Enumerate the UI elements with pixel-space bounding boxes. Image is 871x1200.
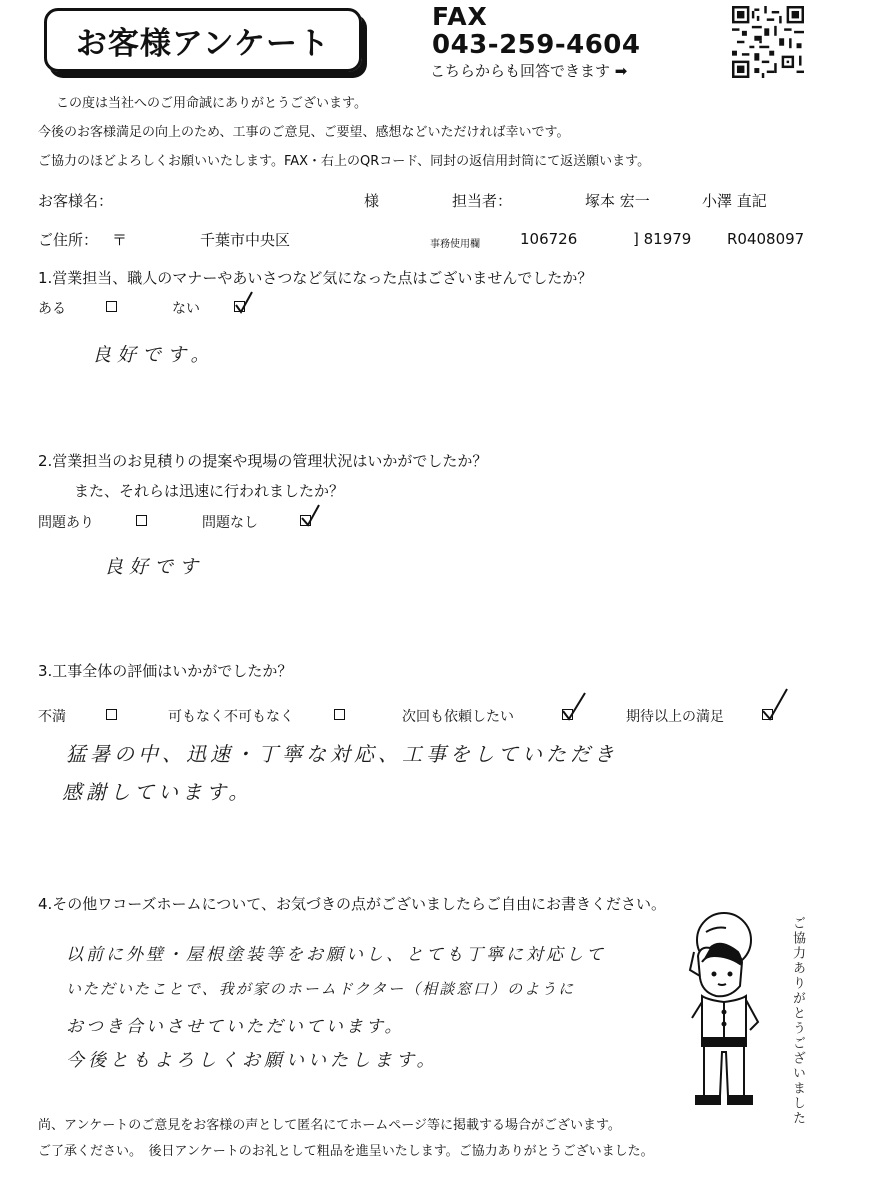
footer-line-1: 尚、アンケートのご意見をお客様の声として匿名にてホームページ等に掲載する場合がございます。 [38, 1118, 621, 1133]
q3-repeat-checkmark-icon [560, 690, 588, 724]
q2-option-no-issue: 問題なし [202, 515, 258, 531]
qr-code-icon[interactable] [732, 6, 804, 78]
q1-yes-checkbox[interactable] [106, 301, 117, 312]
q3-answer-line-2: 感謝しています。 [62, 780, 253, 804]
postal-mark: 〒 [112, 231, 128, 249]
q2-option-issue: 問題あり [38, 515, 94, 531]
q2-answer: 良好です [104, 556, 205, 578]
q3-option-repeat: 次回も依頼したい [402, 709, 514, 725]
thanks-vertical: ご協力ありがとうございました [790, 916, 805, 1126]
q1-option-yes: ある [38, 301, 66, 317]
q2-checkmark-icon [300, 502, 322, 528]
staff-name-1: 塚本 宏一 [585, 192, 650, 210]
address-label: ご住所： [38, 231, 99, 249]
q3-option-neutral: 可もなく不可もなく [168, 709, 294, 725]
fax-number: 043-259-4604 [432, 30, 641, 60]
footer-line-2: ご了承ください。 後日アンケートのお礼として粗品を進呈いたします。ご協力ありがとうございました。 [38, 1144, 654, 1159]
q1-option-no: ない [172, 301, 200, 317]
q3-exceeded-checkmark-icon [760, 686, 790, 724]
fax-note: こちらからも回答できます ➡ [430, 62, 628, 80]
q3-neutral-checkbox[interactable] [334, 709, 345, 720]
intro-line-2: 今後のお客様満足の向上のため、工事のご意見、ご要望、感想などいただければ幸いです。 [38, 125, 570, 140]
q1-answer: 良好です。 [92, 344, 216, 366]
q3-option-exceeded: 期待以上の満足 [626, 709, 724, 725]
mascot-illustration [680, 912, 780, 1108]
q3-answer-line-1: 猛暑の中、迅速・丁寧な対応、工事をしていただき [66, 742, 618, 766]
q1-checkmark-icon [233, 290, 255, 316]
customer-name-label: お客様名： [38, 192, 114, 210]
office-code-2: ] 81979 [633, 230, 692, 248]
fax-label: FAX [432, 2, 488, 31]
staff-label: 担当者： [452, 192, 513, 210]
intro-line-1: この度は当社へのご用命誠にありがとうございます。 [56, 96, 367, 111]
office-code-1: 106726 [520, 230, 578, 248]
q4-question: 4.その他ワコーズホームについて、お気づきの点がございましたらご自由にお書きください。 [38, 895, 666, 913]
intro-line-3: ご協力のほどよろしくお願いいたします。FAX・右上のQRコード、同封の返信用封筒にて返送願います。 [38, 154, 651, 169]
q2-question-2: また、それらは迅速に行われましたか？ [74, 482, 345, 500]
q4-answer-line-4: 今後ともよろしくお願いいたします。 [66, 1050, 439, 1071]
office-use-label: 事務使用欄 [430, 239, 480, 250]
address-value: 千葉市中央区 [200, 231, 291, 249]
q1-question: 1.営業担当、職人のマナーやあいさつなど気になった点はございませんでしたか？ [38, 269, 593, 287]
honorific: 様 [364, 192, 380, 210]
q4-answer-line-3: おつき合いさせていただいています。 [66, 1017, 405, 1037]
office-code-3: R0408097 [727, 230, 805, 248]
q4-answer-line-1: 以前に外壁・屋根塗装等をお願いし、とても丁寧に対応して [66, 945, 606, 965]
staff-name-2: 小澤 直記 [702, 192, 767, 210]
q3-question: 3.工事全体の評価はいかがでしたか？ [38, 662, 293, 680]
q3-option-dissatisfied: 不満 [38, 709, 66, 725]
q3-dissatisfied-checkbox[interactable] [106, 709, 117, 720]
q4-answer-line-2: いただいたことで、我が家のホームドクター（相談窓口）のように [66, 980, 576, 998]
q2-issue-checkbox[interactable] [136, 515, 147, 526]
survey-title: お客様アンケート [44, 8, 362, 72]
q2-question-1: 2.営業担当のお見積りの提案や現場の管理状況はいかがでしたか？ [38, 452, 488, 470]
